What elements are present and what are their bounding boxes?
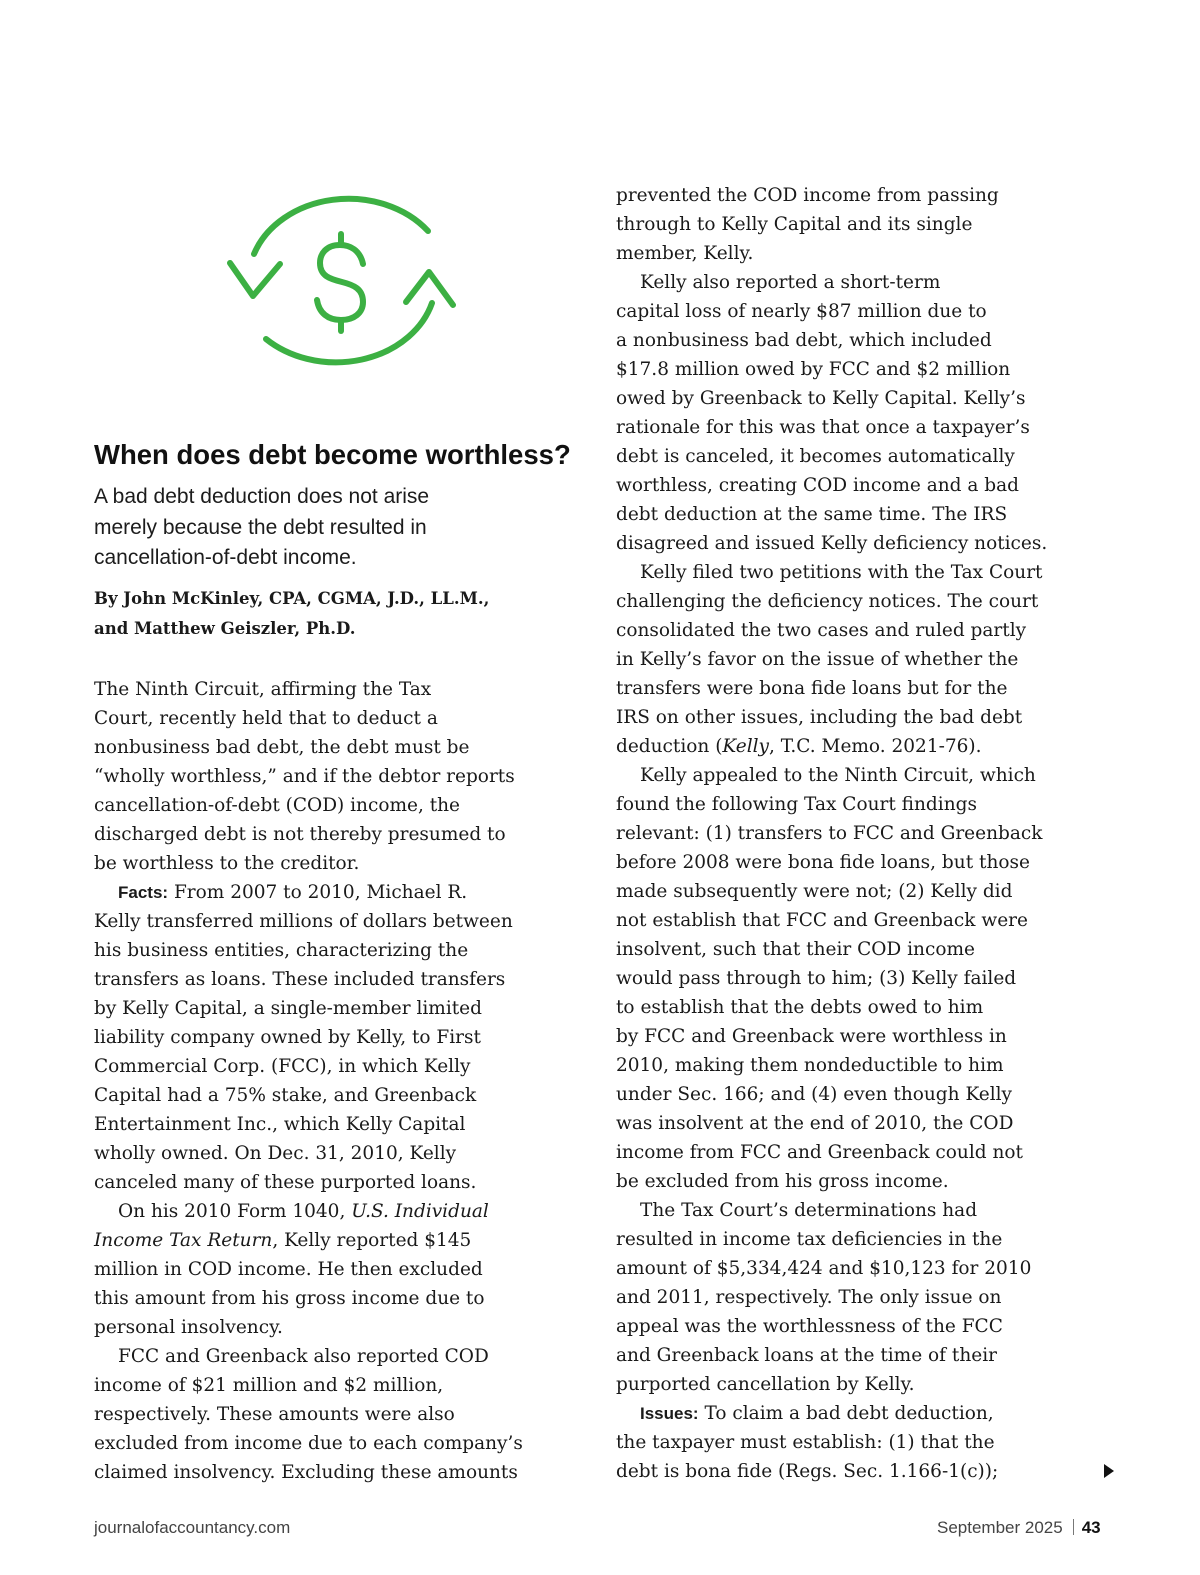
text-line: $17.8 million owed by FCC and $2 million	[616, 359, 1011, 380]
text-line	[94, 878, 594, 907]
text-line	[616, 732, 1121, 761]
byline	[94, 584, 594, 644]
right-column	[616, 181, 1121, 1486]
paragraph-intro	[94, 675, 594, 878]
case-name-italic: Kelly	[722, 736, 769, 757]
paragraph-deficiencies	[616, 1196, 1121, 1399]
text-line: discharged debt is not thereby presumed to	[94, 824, 506, 845]
text-line: a nonbusiness bad debt, which included	[616, 330, 992, 351]
paragraph-appeal	[616, 761, 1121, 1196]
text-line: Kelly transferred millions of dollars between	[94, 911, 513, 932]
text-line: debt deduction at the same time. The IRS	[616, 504, 1008, 525]
text-line: Commercial Corp. (FCC), in which Kelly	[94, 1056, 471, 1077]
page-number: 43	[1081, 1518, 1101, 1537]
text-line: respectively. These amounts were also	[94, 1404, 455, 1425]
text-line: “wholly worthless,” and if the debtor reports	[94, 766, 515, 787]
form-title-italic: Income Tax Return	[94, 1230, 273, 1251]
text-run: On his 2010 Form 1040,	[118, 1201, 352, 1222]
text-line: income from FCC and Greenback could not	[616, 1142, 1023, 1163]
text-run: , T.C. Memo. 2021-76).	[768, 736, 982, 757]
text-line: appeal was the worthlessness of the FCC	[616, 1316, 1003, 1337]
text-line: IRS on other issues, including the bad debt	[616, 707, 1023, 728]
text-line: liability company owned by Kelly, to First	[94, 1027, 481, 1048]
text-line: capital loss of nearly $87 million due to	[616, 301, 987, 322]
text-line: Capital had a 75% stake, and Greenback	[94, 1085, 477, 1106]
text-line: in Kelly’s favor on the issue of whether the	[616, 649, 1019, 670]
facts-subhead: Facts:	[118, 883, 169, 902]
text-line: FCC and Greenback also reported COD	[118, 1346, 489, 1367]
text-line	[94, 1197, 594, 1226]
left-column	[94, 675, 594, 1487]
paragraph-issues	[616, 1399, 1121, 1486]
paragraph-form-1040	[94, 1197, 594, 1342]
text-run: , Kelly reported $145	[272, 1230, 472, 1251]
text-line	[616, 1399, 1121, 1428]
text-line: his business entities, characterizing the	[94, 940, 469, 961]
text-line: and 2011, respectively. The only issue on	[616, 1287, 1002, 1308]
text-line: The Ninth Circuit, affirming the Tax	[94, 679, 432, 700]
text-line: cancellation-of-debt (COD) income, the	[94, 795, 461, 816]
paragraph-capital-loss	[616, 268, 1121, 558]
text-line: resulted in income tax deficiencies in the	[616, 1229, 1003, 1250]
byline-line: and Matthew Geiszler, Ph.D.	[94, 619, 356, 638]
text-line: this amount from his gross income due to	[94, 1288, 485, 1309]
text-line: claimed insolvency. Excluding these amounts	[94, 1462, 518, 1483]
paragraph-fcc-greenback	[94, 1342, 594, 1487]
deck-line: merely because the debt resulted in	[94, 515, 427, 539]
text-line: the taxpayer must establish: (1) that the	[616, 1432, 995, 1453]
article-deck	[94, 482, 514, 574]
dollar-sign	[317, 245, 363, 320]
text-line: million in COD income. He then excluded	[94, 1259, 483, 1280]
text-line: owed by Greenback to Kelly Capital. Kelly’s	[616, 388, 1026, 409]
text-line: Entertainment Inc., which Kelly Capital	[94, 1114, 466, 1135]
text-line: found the following Tax Court findings	[616, 794, 977, 815]
text-line: to establish that the debts owed to him	[616, 997, 984, 1018]
text-line: wholly owned. On Dec. 31, 2010, Kelly	[94, 1143, 457, 1164]
byline-line: By John McKinley, CPA, CGMA, J.D., LL.M.,	[94, 589, 490, 608]
article-headline: When does debt become worthless?	[94, 439, 571, 470]
text-line: be worthless to the creditor.	[94, 853, 360, 874]
paragraph-facts	[94, 878, 594, 1197]
dollar-cycle-icon	[222, 184, 462, 390]
text-line: by FCC and Greenback were worthless in	[616, 1026, 1007, 1047]
text-line: Kelly appealed to the Ninth Circuit, which	[640, 765, 1036, 786]
text-line: would pass through to him; (3) Kelly failed	[616, 968, 1017, 989]
text-line: Kelly filed two petitions with the Tax Court	[640, 562, 1043, 583]
text-line: debt is bona fide (Regs. Sec. 1.166-1(c));	[616, 1461, 999, 1482]
paragraph-petitions	[616, 558, 1121, 761]
text-line: not establish that FCC and Greenback were	[616, 910, 1028, 931]
lower-arc	[266, 303, 432, 362]
text-run: To claim a bad debt deduction,	[698, 1403, 994, 1424]
text-line: 2010, making them nondeductible to him	[616, 1055, 1004, 1076]
text-line: The Tax Court’s determinations had	[640, 1200, 978, 1221]
text-line: prevented the COD income from passing	[616, 185, 999, 206]
text-run: From 2007 to 2010, Michael R.	[168, 882, 468, 903]
continued-arrow-icon	[1104, 1464, 1114, 1478]
text-line: insolvent, such that their COD income	[616, 939, 975, 960]
text-line	[94, 1226, 594, 1255]
text-line: under Sec. 166; and (4) even though Kelly	[616, 1084, 1013, 1105]
text-line: Kelly also reported a short-term	[640, 272, 941, 293]
upper-arrowhead	[230, 263, 280, 296]
text-line: disagreed and issued Kelly deficiency notices.	[616, 533, 1048, 554]
folio-divider	[1073, 1519, 1074, 1535]
text-line: before 2008 were bona fide loans, but those	[616, 852, 1030, 873]
text-line: excluded from income due to each company’s	[94, 1433, 523, 1454]
text-line: canceled many of these purported loans.	[94, 1172, 477, 1193]
text-line: nonbusiness bad debt, the debt must be	[94, 737, 470, 758]
text-line: be excluded from his gross income.	[616, 1171, 949, 1192]
text-line: made subsequently were not; (2) Kelly did	[616, 881, 1013, 902]
text-line: worthless, creating COD income and a bad	[616, 475, 1019, 496]
text-line: transfers as loans. These included transfers	[94, 969, 506, 990]
lower-arrowhead	[406, 272, 453, 305]
paragraph-continued	[616, 181, 1121, 268]
footer-website: journalofaccountancy.com	[94, 1518, 291, 1537]
text-line: rationale for this was that once a taxpayer’s	[616, 417, 1030, 438]
text-line: personal insolvency.	[94, 1317, 283, 1338]
text-line: Court, recently held that to deduct a	[94, 708, 438, 729]
deck-line: A bad debt deduction does not arise	[94, 485, 430, 508]
text-line: member, Kelly.	[616, 243, 754, 264]
text-line: transfers were bona fide loans but for the	[616, 678, 1008, 699]
text-line: amount of $5,334,424 and $10,123 for 2010	[616, 1258, 1032, 1279]
text-line: purported cancellation by Kelly.	[616, 1374, 915, 1395]
text-line: by Kelly Capital, a single-member limited	[94, 998, 482, 1019]
text-line: consolidated the two cases and ruled partly	[616, 620, 1027, 641]
form-title-italic: U.S. Individual	[351, 1201, 489, 1222]
text-line: debt is canceled, it becomes automatically	[616, 446, 1015, 467]
deck-line: cancellation-of-debt income.	[94, 546, 357, 569]
text-line: challenging the deficiency notices. The court	[616, 591, 1039, 612]
text-line: and Greenback loans at the time of their	[616, 1345, 997, 1366]
issue-date: September 2025	[937, 1518, 1063, 1537]
text-line: through to Kelly Capital and its single	[616, 214, 973, 235]
footer-folio	[937, 1518, 1101, 1538]
text-line: income of $21 million and $2 million,	[94, 1375, 444, 1396]
text-line: was insolvent at the end of 2010, the COD	[616, 1113, 1014, 1134]
text-line: relevant: (1) transfers to FCC and Greenback	[616, 823, 1043, 844]
text-run: deduction (	[616, 736, 723, 757]
issues-subhead: Issues:	[640, 1404, 699, 1423]
